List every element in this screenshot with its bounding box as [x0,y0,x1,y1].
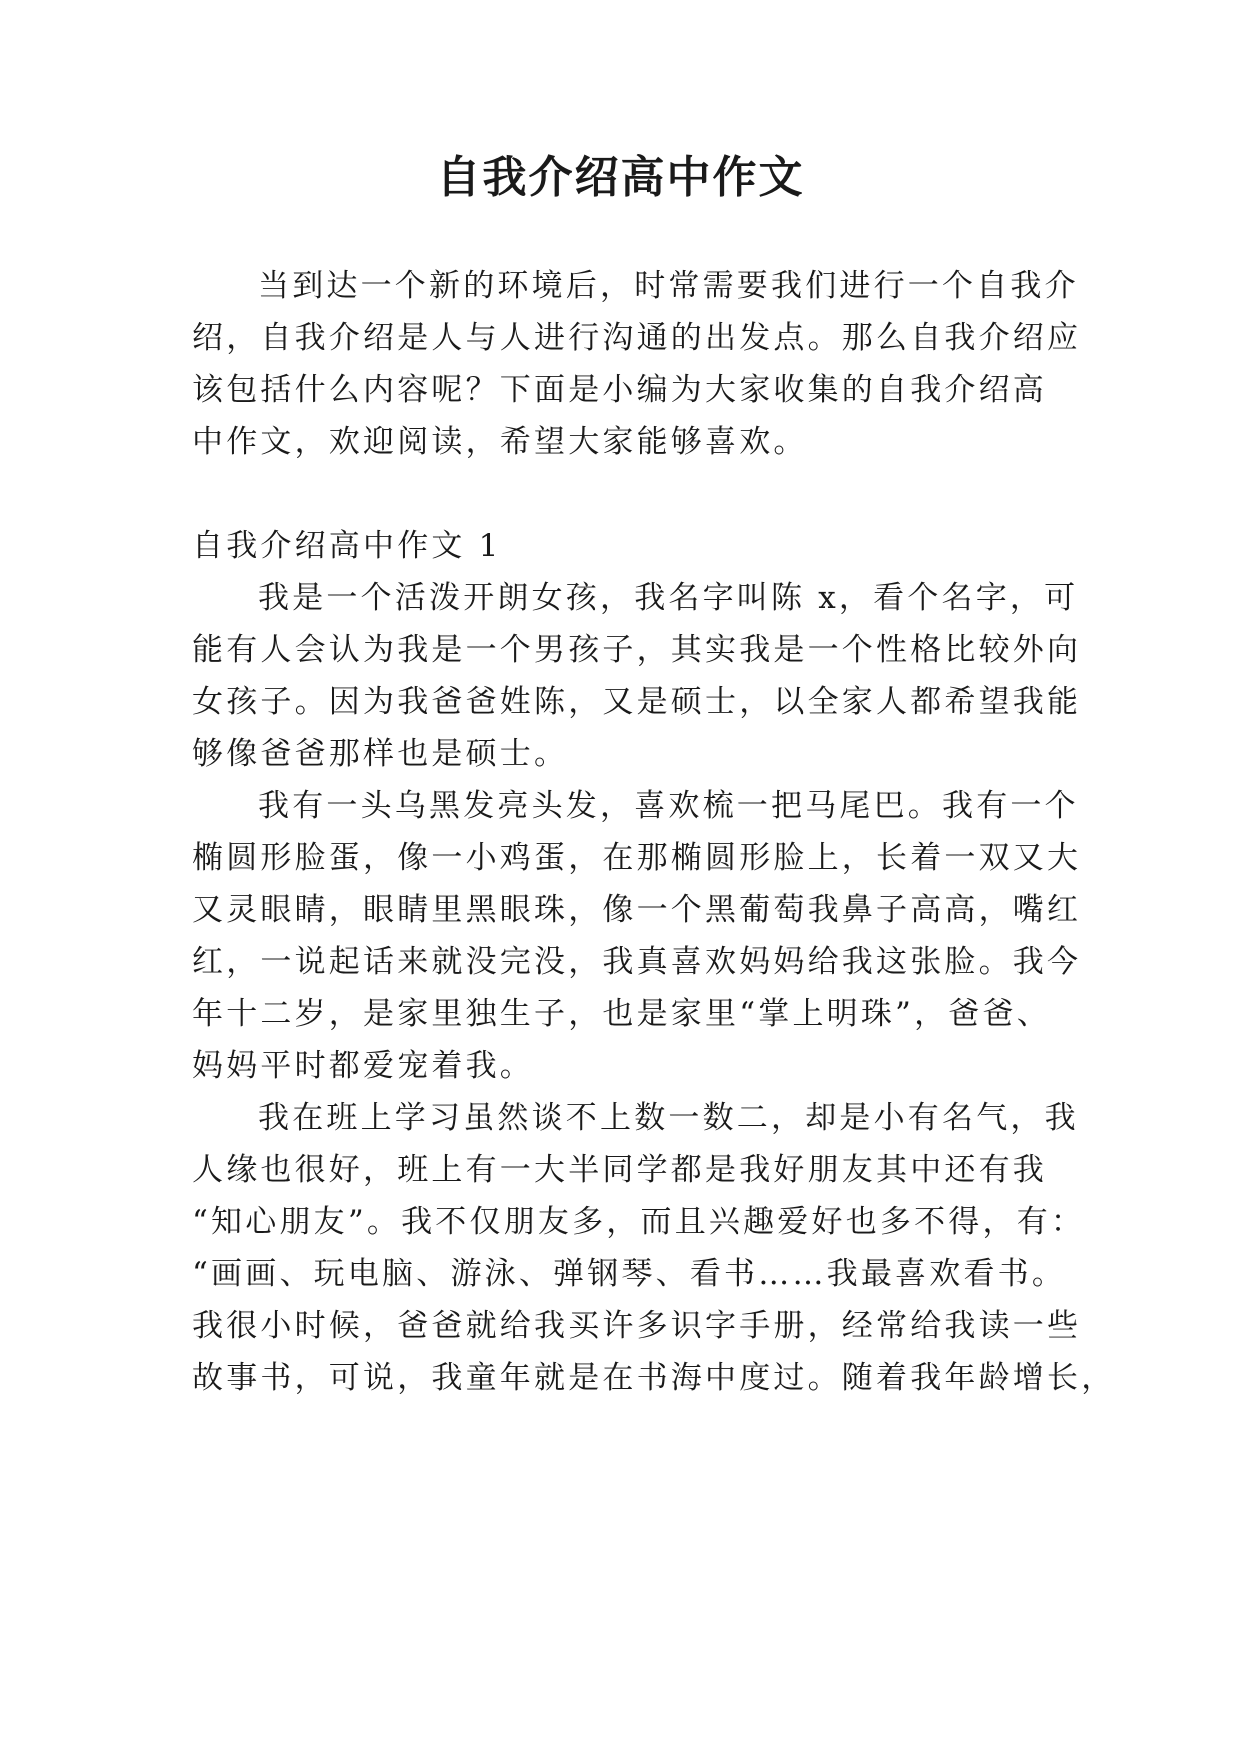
paragraph3-line-4: “画画、玩电脑、游泳、弹钢琴、看书……我最喜欢看书。 [192,1256,1067,1292]
paragraph1-line-1: 我是一个活泼开朗女孩，我名字叫陈 x，看个名字，可 [258,580,1079,616]
paragraph3-line-1: 我在班上学习虽然谈不上数一数二，却是小有名气，我 [258,1100,1079,1136]
paragraph3-line-5: 我很小时候，爸爸就给我买许多识字手册，经常给我读一些 [192,1308,1082,1344]
paragraph2-line-2: 椭圆形脸蛋，像一小鸡蛋，在那椭圆形脸上，长着一双又大 [192,840,1082,876]
paragraph2-line-6: 妈妈平时都爱宠着我。 [192,1048,534,1084]
paragraph3-line-6: 故事书，可说，我童年就是在书海中度过。随着我年龄增长， [192,1360,1116,1396]
paragraph3-line-3: “知心朋友”。我不仅朋友多，而且兴趣爱好也多不得，有： [192,1204,1086,1240]
intro-line-2: 绍，自我介绍是人与人进行沟通的出发点。那么自我介绍应 [192,320,1082,356]
paragraph2-line-1: 我有一头乌黑发亮头发，喜欢梳一把马尾巴。我有一个 [258,788,1079,824]
paragraph2-line-5: 年十二岁，是家里独生子，也是家里“掌上明珠”，爸爸、 [192,996,1051,1032]
paragraph1-line-3: 女孩子。因为我爸爸姓陈，又是硕士，以全家人都希望我能 [192,684,1082,720]
paragraph2-line-4: 红，一说起话来就没完没，我真喜欢妈妈给我这张脸。我今 [192,944,1082,980]
paragraph1-line-2: 能有人会认为我是一个男孩子，其实我是一个性格比较外向 [192,632,1082,668]
intro-line-3: 该包括什么内容呢？下面是小编为大家收集的自我介绍高 [192,372,1047,408]
paragraph1-line-4: 够像爸爸那样也是硕士。 [192,736,569,772]
section-heading: 自我介绍高中作文 1 [192,528,502,564]
intro-line-4: 中作文，欢迎阅读，希望大家能够喜欢。 [192,424,808,460]
intro-line-1: 当到达一个新的环境后，时常需要我们进行一个自我介 [258,268,1079,304]
document-title: 自我介绍高中作文 [436,152,805,203]
paragraph2-line-3: 又灵眼睛，眼睛里黑眼珠，像一个黑葡萄我鼻子高高，嘴红 [192,892,1082,928]
paragraph3-line-2: 人缘也很好，班上有一大半同学都是我好朋友其中还有我 [192,1152,1047,1188]
